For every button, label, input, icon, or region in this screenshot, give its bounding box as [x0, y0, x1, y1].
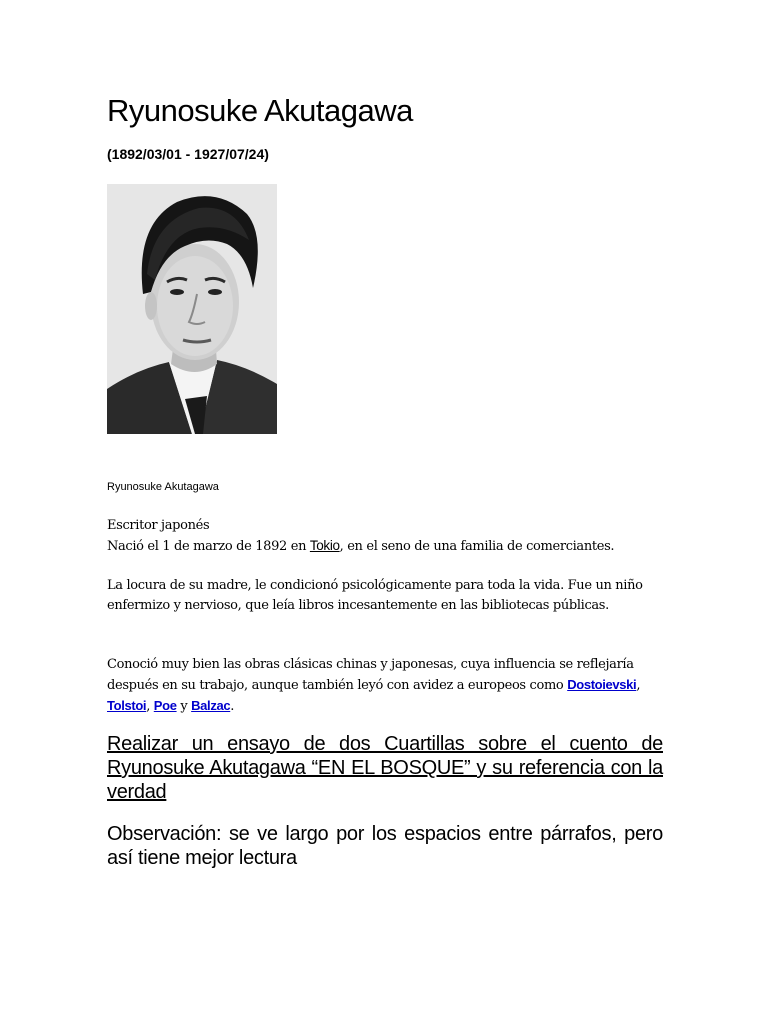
tolstoi-link[interactable]: Tolstoi — [107, 698, 147, 713]
influences-text: Conoció muy bien las obras clásicas chinas y japonesas, cuya influencia se reflejaría después en su trabajo, aunque también leyó con avidez a europeos como — [107, 657, 634, 693]
intro-line1: Escritor japonés — [107, 518, 210, 533]
life-dates: (1892/03/01 - 1927/07/24) — [107, 146, 269, 162]
page-title: Ryunosuke Akutagawa — [107, 93, 413, 128]
intro-line2-after: , en el seno de una familia de comerciantes. — [339, 539, 615, 554]
assignment-heading: Realizar un ensayo de dos Cuartillas sobre el cuento de Ryunosuke Akutagawa “EN EL BOSQUE” y su referencia con la verdad — [107, 733, 663, 803]
paragraph-childhood: La locura de su madre, le condicionó psicológicamente para toda la vida. Fue un niño enfermizo y nervioso, que leía libros incesantemente en las bibliotecas públicas. — [107, 578, 643, 613]
photo-caption: Ryunosuke Akutagawa — [107, 481, 219, 493]
separator: y — [176, 699, 192, 714]
portrait-photo-icon — [107, 184, 277, 434]
separator: , — [146, 699, 154, 714]
period: . — [230, 699, 235, 714]
paragraph-intro — [107, 516, 667, 557]
paragraph-influences — [107, 655, 667, 717]
poe-link[interactable]: Poe — [153, 698, 177, 713]
tokio-link[interactable]: Tokio — [309, 538, 340, 553]
dostoievski-link[interactable]: Dostoievski — [567, 677, 637, 692]
intro-line2-before: Nació el 1 de marzo de 1892 en — [107, 539, 310, 554]
observation-note: Observación: se ve largo por los espacios entre párrafos, pero así tiene mejor lectura — [107, 823, 663, 869]
separator: , — [636, 678, 641, 693]
balzac-link[interactable]: Balzac — [191, 698, 231, 713]
